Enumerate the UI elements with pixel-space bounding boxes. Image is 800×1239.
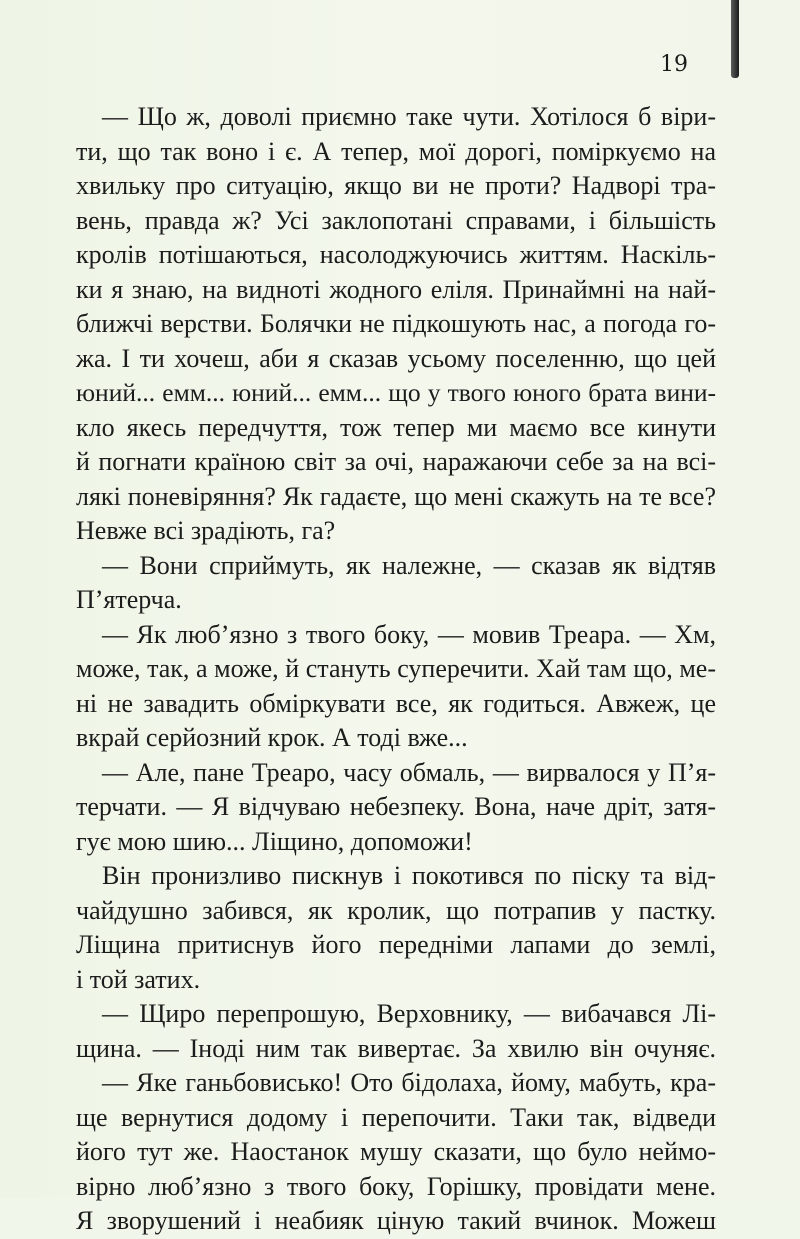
text-line: Ліщина притиснув його передніми лапами до землі, bbox=[76, 930, 716, 959]
text-line: й погнати країною світ за очі, наражаючи себе за на всі- bbox=[76, 447, 716, 476]
text-line: терчати. — Я відчуваю небезпеку. Вона, наче дріт, затя- bbox=[76, 792, 716, 821]
text-line: вкрай серйозний крок. А тоді вже... bbox=[76, 723, 468, 752]
text-line: — Що ж, доволі приємно таке чути. Хотілося б віри- bbox=[102, 102, 716, 131]
text-line: і той затих. bbox=[76, 964, 201, 994]
text-line: Він пронизливо пискнув і покотився по піску та від- bbox=[102, 861, 716, 890]
text-line: його тут же. Наостанок мушу сказати, що було неймо- bbox=[76, 1137, 716, 1166]
text-line: юний... емм... юний... емм... що у твого юного брата вини- bbox=[76, 378, 716, 407]
text-line: кло якесь передчуття, тож тепер ми маємо все кинути bbox=[76, 412, 716, 442]
text-line: щина. — Іноді ним так вивертає. За хвилю він очуняє. bbox=[76, 1033, 716, 1063]
text-line: лякі поневіряння? Як гадаєте, що мені скажуть на те все? bbox=[76, 481, 716, 511]
text-line: — Як люб’язно з твого боку, — мовив Треара. — Хм, bbox=[102, 619, 716, 649]
text-line: вірно люб’язно з твого боку, Горішку, провідати мене. bbox=[76, 1171, 716, 1201]
text-line: — Але, пане Треаро, часу обмаль, — вирвалося у П’я- bbox=[102, 757, 716, 787]
text-line: вень, правда ж? Усі заклопотані справами, і більшість bbox=[76, 205, 716, 235]
text-line: ки я знаю, на видноті жодного еліля. Принаймні на най- bbox=[76, 274, 716, 304]
text-line: хвильку про ситуацію, якщо ви не проти? Надворі тра- bbox=[76, 171, 716, 200]
text-line: П’ятерча. bbox=[76, 585, 182, 614]
text-line: може, так, а може, й стануть суперечити. Хай там що, ме- bbox=[76, 654, 716, 683]
text-line: Я зворушений і неабияк ціную такий вчинок. Можеш bbox=[76, 1206, 716, 1235]
text-line: чайдушно забився, як кролик, що потрапив у пастку. bbox=[76, 895, 716, 925]
text-line: ні не завадить обміркувати все, як годиться. Авжеж, це bbox=[76, 688, 716, 718]
text-line: — Вони сприймуть, як належне, — сказав як відтяв bbox=[102, 550, 716, 580]
text-line: жа. І ти хочеш, аби я сказав усьому поселенню, що цей bbox=[76, 343, 716, 373]
text-line: — Щиро перепрошую, Верховнику, — вибачався Лі- bbox=[102, 999, 716, 1028]
page-edge-shadow bbox=[731, 0, 739, 78]
text-line: ближчі верстви. Болячки не підкошують нас, а погода го- bbox=[76, 309, 716, 338]
text-line: ще вернутися додому і перепочити. Таки так, відведи bbox=[76, 1102, 716, 1132]
body-text bbox=[76, 100, 716, 1239]
text-line: гує мою шию... Ліщино, допоможи! bbox=[76, 826, 473, 856]
text-line: — Яке ганьбовисько! Ото бідолаха, йому, мабуть, кра- bbox=[102, 1068, 716, 1097]
text-line: Невже всі зрадіють, га? bbox=[76, 516, 336, 545]
page-number: 19 bbox=[660, 52, 688, 77]
text-line: кролів потішаються, насолоджуючись життям. Наскіль- bbox=[76, 240, 716, 269]
text-line: ти, що так воно і є. А тепер, мої дорогі, поміркуємо на bbox=[76, 136, 716, 166]
